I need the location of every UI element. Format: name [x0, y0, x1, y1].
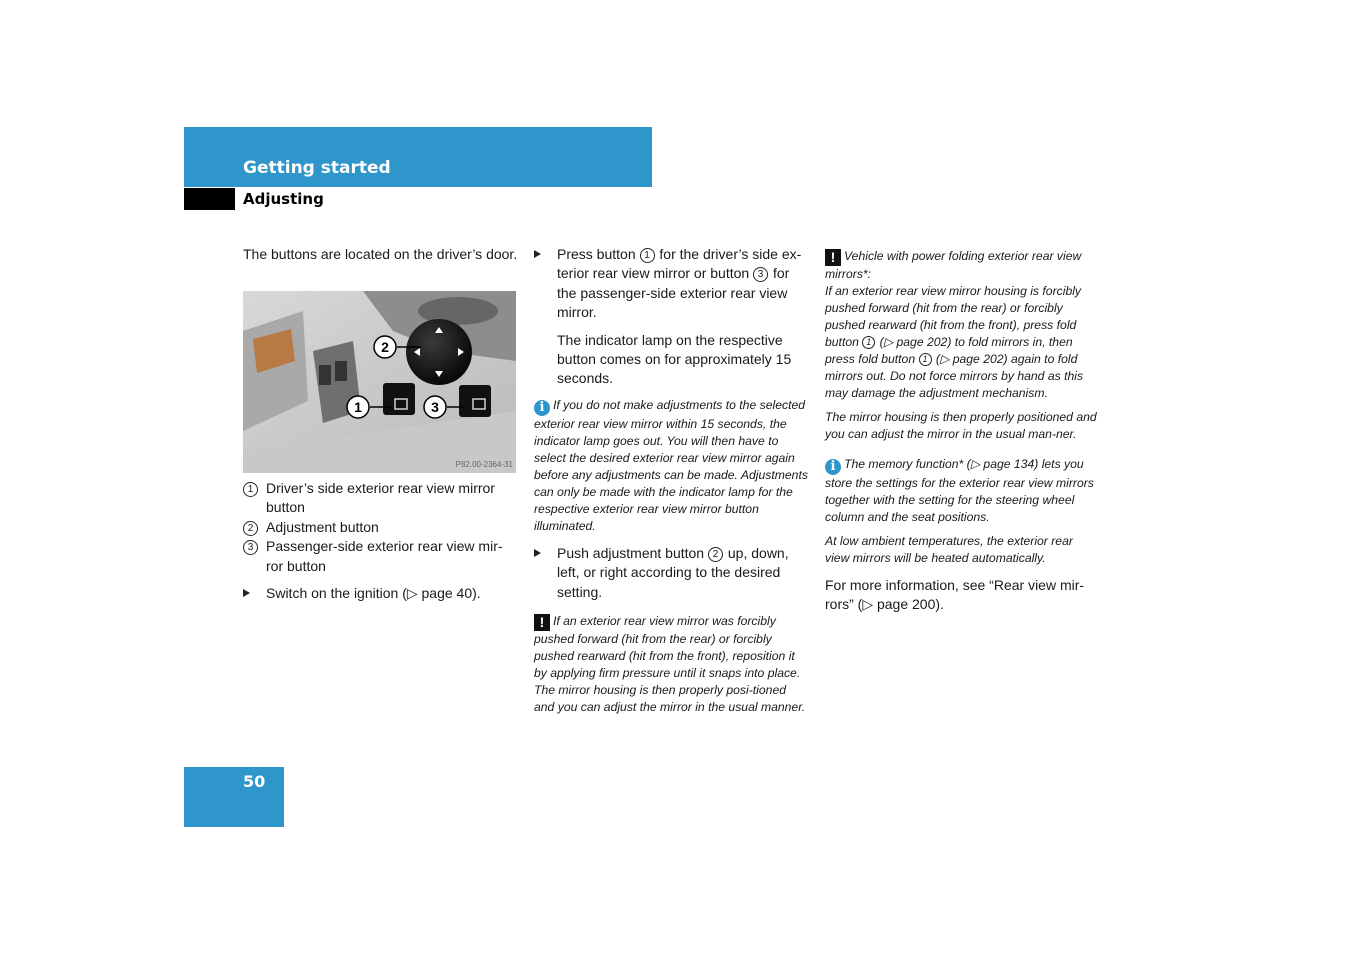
legend-num: 2	[243, 521, 258, 536]
indicator-text: The indicator lamp on the respective button comes on for approximately 15 seconds.	[557, 331, 792, 387]
callout-1	[347, 396, 369, 418]
callout-1-label: 1	[354, 399, 362, 415]
legend	[243, 479, 518, 603]
num-badge: 1	[862, 336, 875, 349]
section-title: Getting started	[243, 158, 391, 178]
step-text: up, down, left, or right according to the desired setting.	[557, 544, 789, 600]
warning-note-text: If an exterior rear view mirror was forcibly pushed forward (hit from the rear) or forcibly pushed rearward (hit from the front), reposition it by applying firm pressure until it snaps into place. The mirror housing is then properly posi-tioned and you can adjust the mirror in the usual manner.	[534, 614, 806, 715]
info-icon: i	[534, 400, 550, 416]
num-badge: 1	[640, 248, 655, 263]
warning-text: If an exterior rear view mirror housing is forcibly pushed forward (hit from the rear) or forcibly pushed rearward (hit from the front), press fold button	[825, 284, 1082, 349]
legend-text: Adjustment button	[266, 518, 379, 535]
step-ignition	[243, 584, 518, 603]
subsection-title: Adjusting	[243, 190, 324, 208]
bullet-arrow-icon	[243, 589, 250, 597]
step-text: Push adjustment button	[557, 544, 708, 561]
bullet-arrow-icon	[534, 250, 541, 258]
bullet-arrow-icon	[534, 549, 541, 557]
warning-icon: !	[534, 614, 550, 631]
memory-note-text: The memory function* (▷ page 134) lets you store the settings for the exterior rear view mirrors together with the setting for the steering wheel column and the seat positions.	[825, 457, 1094, 524]
legend-num: 3	[243, 540, 258, 555]
subsection-marker	[184, 188, 235, 210]
header-bar	[184, 127, 652, 187]
info-icon: i	[825, 459, 841, 475]
legend-item	[243, 537, 518, 576]
page-number: 50	[243, 772, 266, 791]
intro-text: The buttons are located on the driver’s door.	[243, 246, 518, 262]
legend-item	[243, 479, 518, 518]
step-ignition-text: Switch on the ignition (▷ page 40).	[266, 585, 481, 602]
num-badge: 3	[753, 267, 768, 282]
step-push-button	[534, 544, 809, 602]
info-note	[534, 397, 809, 535]
callout-3	[424, 396, 446, 418]
warning-note	[534, 613, 809, 716]
column-2	[534, 245, 809, 716]
num-badge: 1	[919, 353, 932, 366]
folding-warning-title: Vehicle with power folding exterior rear view mirrors*:	[825, 249, 1082, 281]
callout-3-label: 3	[431, 399, 439, 415]
column-1	[243, 245, 518, 264]
callout-2-label: 2	[381, 339, 389, 355]
num-badge: 2	[708, 547, 723, 562]
step-text: Press button	[557, 246, 640, 262]
housing-note: The mirror housing is then properly positioned and you can adjust the mirror in the usual man-ner.	[825, 410, 1097, 441]
step-text: for the passenger-side exterior rear view mirror.	[557, 265, 790, 321]
legend-text: Passenger-side exterior rear view mir-ror button	[266, 538, 503, 574]
folding-warning	[825, 248, 1100, 402]
warning-text: (▷ page 202) to fold mirrors in, then press fold button	[825, 335, 1073, 366]
more-info-text: For more information, see “Rear view mir-rors” (▷ page 200).	[825, 577, 1085, 613]
step-press-button	[534, 245, 809, 323]
legend-text: Driver’s side exterior rear view mirror button	[266, 480, 495, 516]
legend-item	[243, 518, 518, 537]
info-note-text: If you do not make adjustments to the selected exterior rear view mirror within 15 seconds, the indicator lamp goes out. You will then have to select the desired exterior rear view mirror again before any adjustments can be made. Adjustments can only be made with the indicator lamp for the respective exterior rear view mirror button illuminated.	[534, 397, 808, 533]
warning-text: (▷ page 202) again to fold mirrors out. Do not force mirrors by hand as this may damage the adjustment mechanism.	[825, 352, 1084, 400]
door-buttons-photo	[243, 291, 516, 473]
photo-code: P82.00-2364-31	[455, 460, 513, 469]
heated-note: At low ambient temperatures, the exterior rear view mirrors will be heated automatically.	[825, 534, 1073, 565]
warning-icon: !	[825, 249, 841, 266]
column-3	[825, 248, 1100, 615]
page-number-box	[184, 767, 284, 827]
legend-num: 1	[243, 482, 258, 497]
memory-note	[825, 456, 1100, 526]
callout-2	[374, 336, 396, 358]
step-text: for the driver’s side ex-terior rear view mirror or button	[557, 246, 802, 282]
